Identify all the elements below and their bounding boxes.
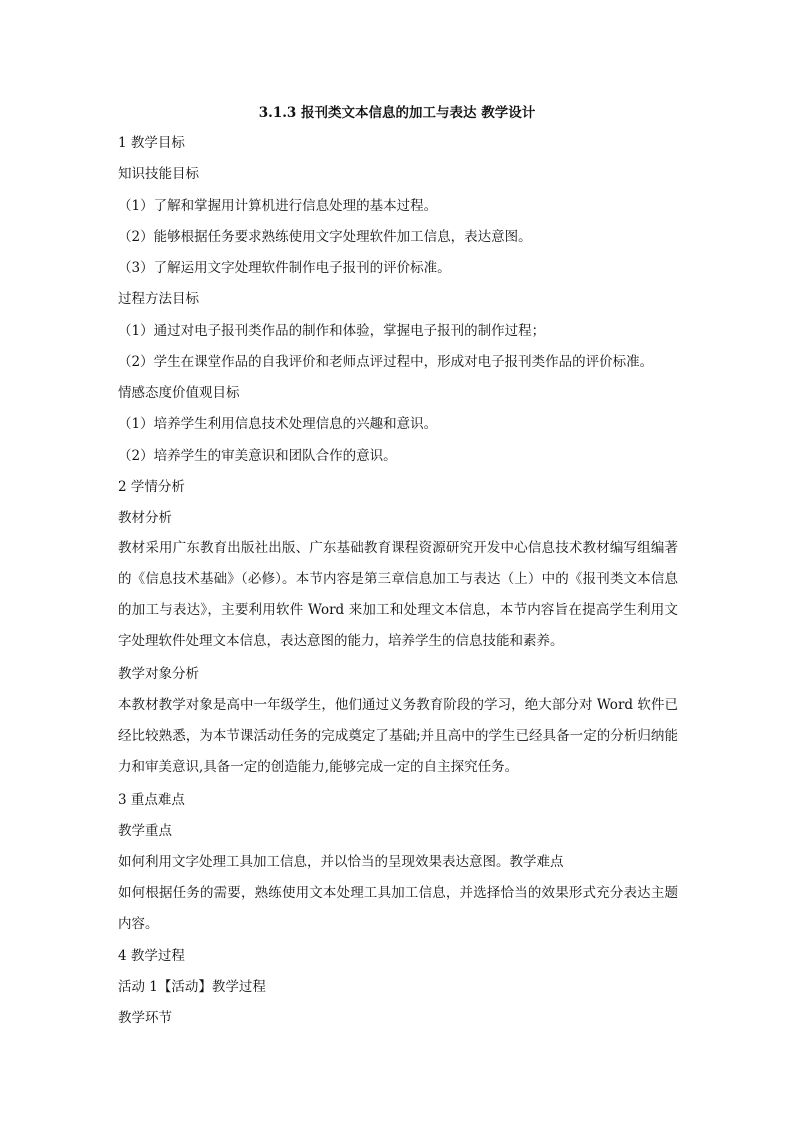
subheading-knowledge-skills: 知识技能目标 xyxy=(118,166,199,182)
emotion-item: （1）培养学生利用信息技术处理信息的兴趣和意识。 xyxy=(118,416,438,432)
process-item: （2）学生在课堂作品的自我评价和老师点评过程中，形成对电子报刊类作品的评价标准。 xyxy=(118,354,654,370)
material-analysis-text: 教材采用广东教育出版社出版、广东基础教育课程资源研究开发中心信息技术教材编写组编著的《信息技术基础》（必修）。本节内容是第三章信息加工与表达（上）中的《报刊类文本信息的加工与表达》，主要利用软件 Word 来加工和处理文本信息，本节内容旨在提高学生利用文字处理软件处理文本信息，表达意图的能力，培养学生的信息技能和素养。 xyxy=(118,540,678,649)
subheading-teaching-focus: 教学重点 xyxy=(118,823,172,839)
subheading-audience-analysis: 教学对象分析 xyxy=(118,666,199,682)
subheading-emotion-values: 情感态度价值观目标 xyxy=(118,385,240,401)
teaching-step-label: 教学环节 xyxy=(118,1010,172,1026)
knowledge-item: （2）能够根据任务要求熟练使用文字处理软件加工信息，表达意图。 xyxy=(118,229,532,245)
emotion-item: （2）培养学生的审美意识和团队合作的意识。 xyxy=(118,448,397,464)
section-heading-learner-analysis: 2 学情分析 xyxy=(118,479,185,495)
section-heading-teaching-process: 4 教学过程 xyxy=(118,948,185,964)
document-title: 3.1.3 报刊类文本信息的加工与表达 教学设计 xyxy=(258,105,536,121)
activity-heading: 活动 1【活动】教学过程 xyxy=(118,979,266,995)
audience-analysis-text: 本教材教学对象是高中一年级学生，他们通过义务教育阶段的学习，绝大部分对 Word 软件已经比较熟悉，为本节课活动任务的完成奠定了基础;并且高中的学生已经具备一定的分析归纳能力和审美意识,具备一定的创造能力,能够完成一定的自主探究任务。 xyxy=(118,697,678,775)
teaching-focus-text: 如何利用文字处理工具加工信息，并以恰当的呈现效果表达意图。教学难点 xyxy=(118,854,564,870)
section-heading-key-points: 3 重点难点 xyxy=(118,792,185,808)
knowledge-item: （1）了解和掌握用计算机进行信息处理的基本过程。 xyxy=(118,198,438,214)
knowledge-item: （3）了解运用文字处理软件制作电子报刊的评价标准。 xyxy=(118,260,451,276)
subheading-process-method: 过程方法目标 xyxy=(118,291,199,307)
section-heading-objectives: 1 教学目标 xyxy=(118,135,185,151)
process-item: （1）通过对电子报刊类作品的制作和体验，掌握电子报刊的制作过程； xyxy=(118,323,546,339)
subheading-material-analysis: 教材分析 xyxy=(118,510,172,526)
teaching-difficulty-text: 如何根据任务的需要，熟练使用文本处理工具加工信息，并选择恰当的效果形式充分表达主题内容。 xyxy=(118,885,678,932)
